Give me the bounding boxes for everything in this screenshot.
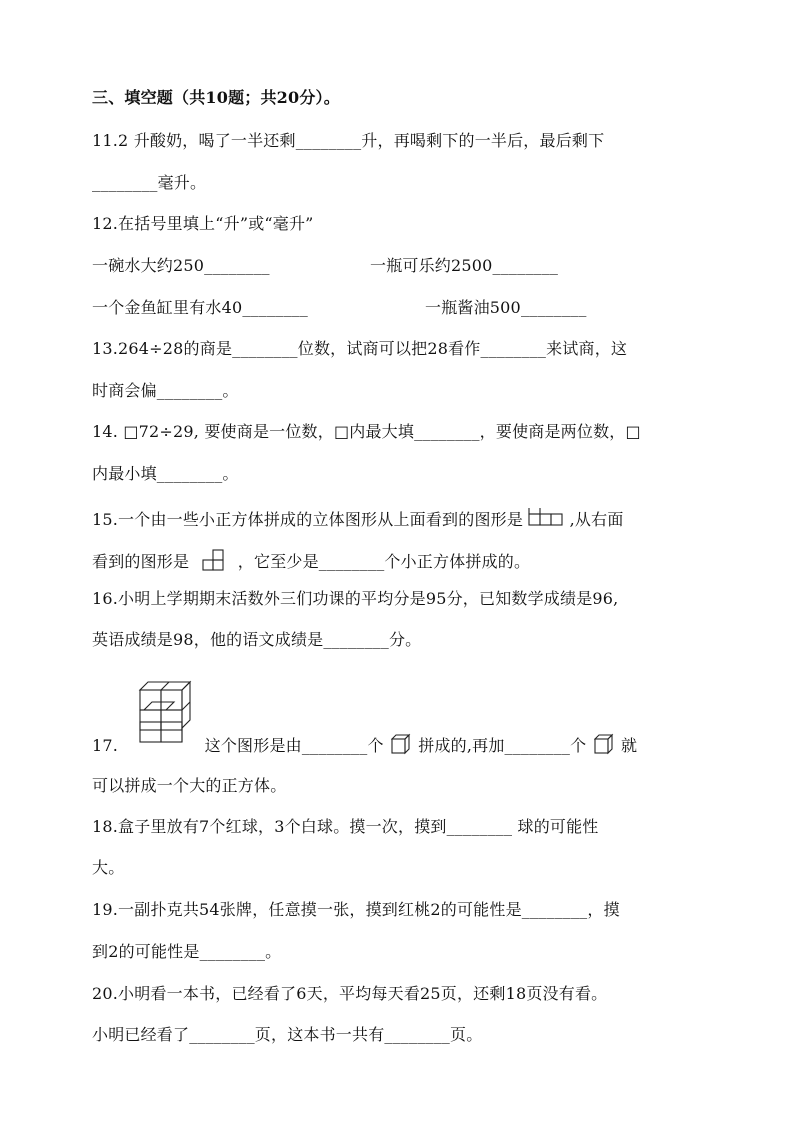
question-19-line-1: 19.一副扑克共54张牌，任意摸一张，摸到红桃2的可能性是________，摸: [92, 900, 620, 919]
right-view-figure-icon: [201, 548, 227, 577]
section-header: 三、填空题（共10题；共20分）。: [92, 88, 340, 107]
question-17-number: 17.: [92, 736, 119, 755]
question-20-line-2: 小明已经看了________页，这本书一共有________页。: [92, 1025, 483, 1044]
question-16-line-2: 英语成绩是98，他的语文成绩是________分。: [92, 630, 422, 649]
question-15-line-1-text: 15.一个由一些小正方体拼成的立体图形从上面看到的图形是: [92, 510, 524, 529]
question-12-item-c: 一个金鱼缸里有水40________: [92, 298, 308, 317]
question-17-text-a: 这个图形是由________个: [204, 736, 384, 755]
question-14-line-1: 14. □72÷29, 要使商是一位数，□内最大填________，要使商是两位数，□: [92, 422, 641, 441]
question-17-line-1: [92, 733, 637, 760]
question-15-line-1: [92, 508, 624, 533]
question-18-line-1: 18.盒子里放有7个红球，3个白球。摸一次，摸到________ 球的可能性: [92, 817, 599, 836]
question-18-line-2: 大。: [92, 858, 125, 877]
question-12-item-a: 一碗水大约250________: [92, 256, 270, 275]
question-16-line-1: 16.小明上学期期末活数外三们功课的平均分是95分，已知数学成绩是96,: [92, 589, 619, 608]
question-20-line-1: 20.小明看一本书，已经看了6天，平均每天看25页，还剩18页没有看。: [92, 984, 608, 1003]
question-13-line-2: 时商会偏________。: [92, 381, 239, 400]
cube-icon: [391, 733, 411, 760]
cube-icon: [594, 733, 614, 760]
question-19-line-2: 到2的可能性是________。: [92, 942, 282, 961]
top-view-figure-icon: [528, 508, 564, 533]
question-11-line-1: 11.2 升酸奶，喝了一半还剩________升，再喝剩下的一半后，最后剩下: [92, 131, 605, 150]
question-12-item-d: 一瓶酱油500________: [425, 298, 587, 317]
question-17-text-b: 拼成的,再加________个: [418, 736, 587, 755]
question-15-line-2: [92, 548, 530, 577]
question-15-line-2-text-b: ，它至少是________个小正方体拼成的。: [237, 552, 531, 571]
question-15-line-2-text: 看到的图形是: [92, 552, 190, 571]
question-17-text-c: 就: [620, 736, 638, 755]
question-14-line-2: 内最小填________。: [92, 464, 239, 483]
question-15-line-1-text-b: ,从右面: [569, 510, 624, 529]
question-11-line-2: ________毫升。: [92, 173, 207, 192]
question-12-line-1: 12.在括号里填上“升”或“毫升”: [92, 214, 314, 233]
question-13-line-1: 13.264÷28的商是________位数，试商可以把28看作________来试商，这: [92, 339, 628, 358]
question-12-item-b: 一瓶可乐约2500________: [370, 256, 559, 275]
question-17-line-2: 可以拼成一个大的正方体。: [92, 776, 287, 795]
